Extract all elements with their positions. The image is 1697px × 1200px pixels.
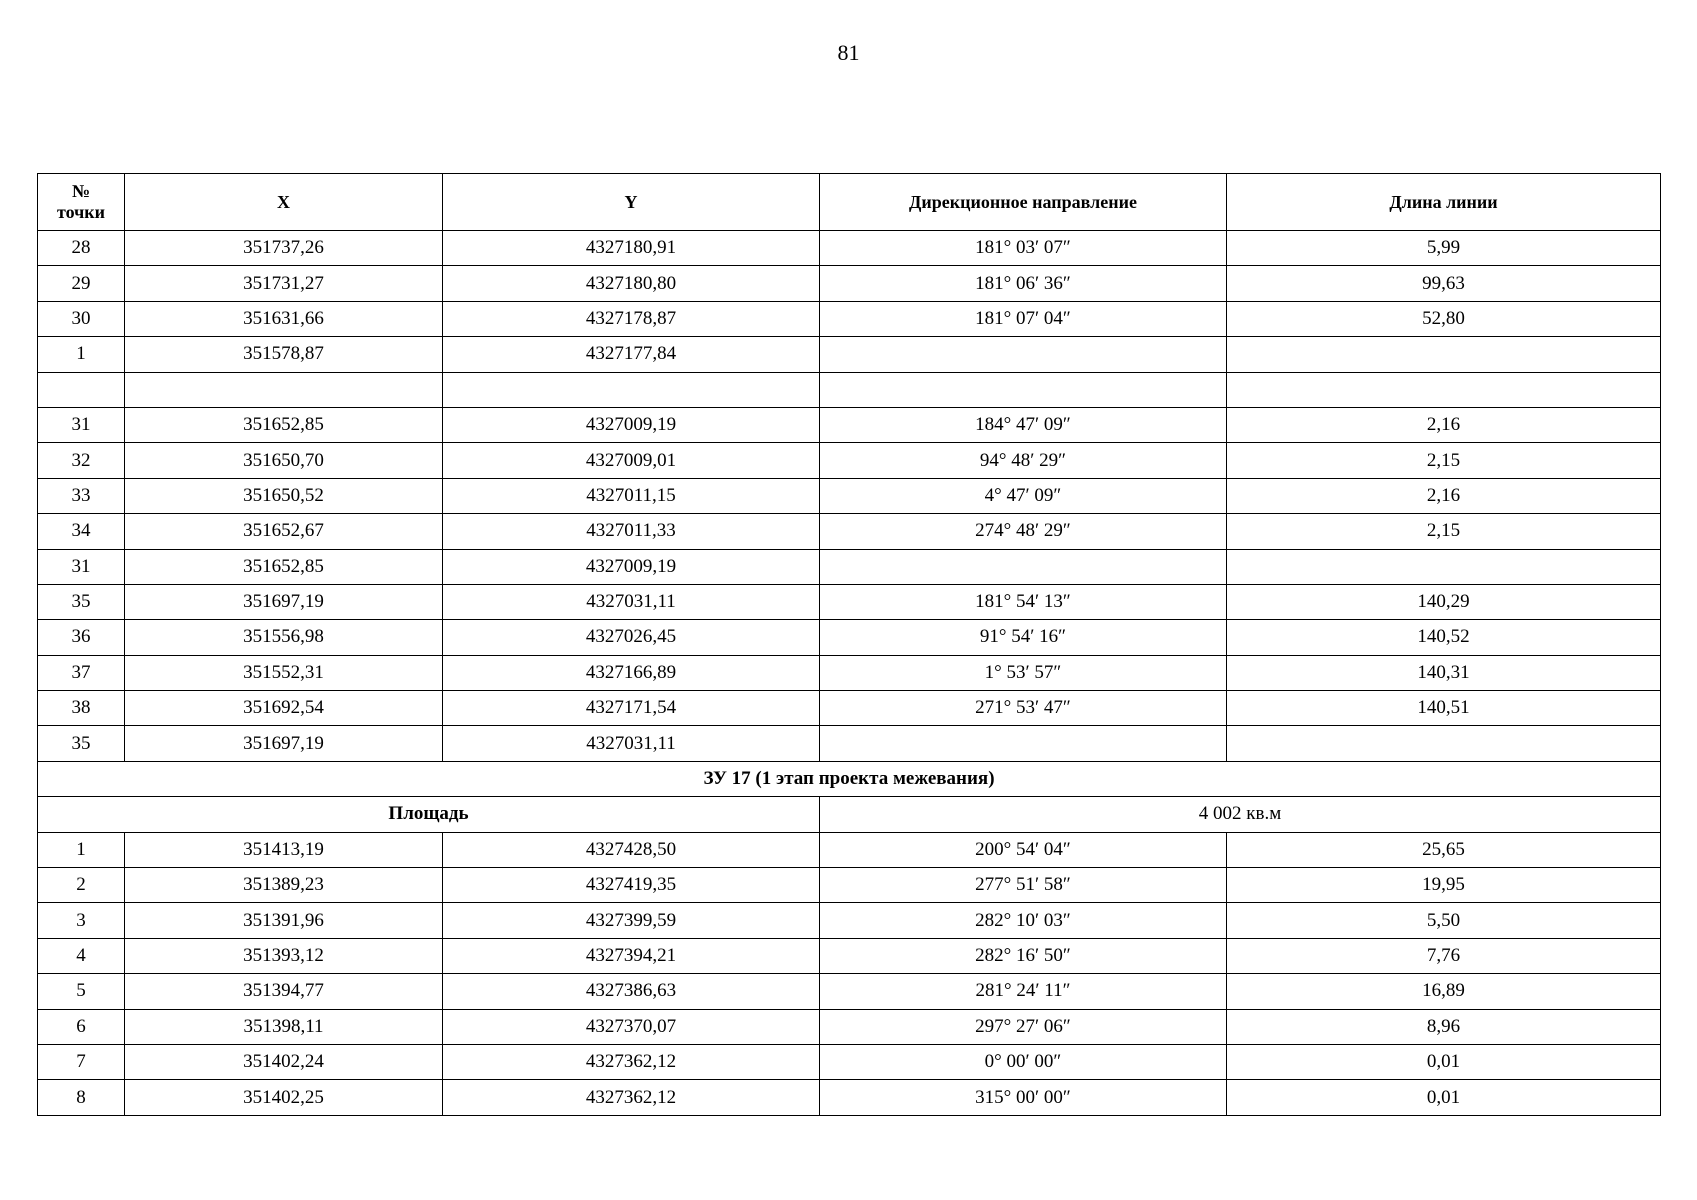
cell-x: 351389,23 (125, 868, 443, 903)
cell-y: 4327399,59 (443, 903, 820, 938)
table-row (38, 1009, 1661, 1044)
header-y: Y (443, 174, 820, 231)
header-length: Длина линии (1227, 174, 1661, 231)
cell-y: 4327011,33 (443, 514, 820, 549)
cell-point-number: 8 (38, 1080, 125, 1115)
cell-direction: 181° 07′ 04″ (820, 301, 1227, 336)
table-body-part2 (38, 832, 1661, 1115)
cell-direction: 181° 54′ 13″ (820, 584, 1227, 619)
cell-point-number: 37 (38, 655, 125, 690)
cell-point-number: 33 (38, 478, 125, 513)
header-point-number-line2: точки (56, 202, 106, 222)
cell-direction: 91° 54′ 16″ (820, 620, 1227, 655)
cell-point-number: 6 (38, 1009, 125, 1044)
cell-y: 4327171,54 (443, 691, 820, 726)
table-body-part1 (38, 231, 1661, 762)
table-row (38, 478, 1661, 513)
cell-point-number: 5 (38, 974, 125, 1009)
cell-length: 2,15 (1227, 443, 1661, 478)
cell-length: 140,31 (1227, 655, 1661, 690)
cell-direction: 4° 47′ 09″ (820, 478, 1227, 513)
cell-x: 351631,66 (125, 301, 443, 336)
table-row (38, 1080, 1661, 1115)
table-row (38, 337, 1661, 372)
cell-point-number (38, 372, 125, 407)
table-row (38, 301, 1661, 336)
cell-x: 351652,85 (125, 407, 443, 442)
cell-y: 4327386,63 (443, 974, 820, 1009)
cell-x: 351402,24 (125, 1044, 443, 1079)
cell-direction: 181° 03′ 07″ (820, 231, 1227, 266)
table-row (38, 726, 1661, 761)
cell-y: 4327428,50 (443, 832, 820, 867)
cell-x: 351394,77 (125, 974, 443, 1009)
cell-x: 351652,67 (125, 514, 443, 549)
cell-y: 4327031,11 (443, 726, 820, 761)
cell-x: 351556,98 (125, 620, 443, 655)
cell-direction: 271° 53′ 47″ (820, 691, 1227, 726)
cell-y: 4327362,12 (443, 1044, 820, 1079)
table-section-header (38, 761, 1661, 832)
cell-y (443, 372, 820, 407)
cell-y: 4327031,11 (443, 584, 820, 619)
cell-x: 351731,27 (125, 266, 443, 301)
cell-direction: 315° 00′ 00″ (820, 1080, 1227, 1115)
table-row (38, 974, 1661, 1009)
cell-y: 4327180,91 (443, 231, 820, 266)
cell-x: 351393,12 (125, 938, 443, 973)
coordinates-table (37, 173, 1661, 1116)
cell-x (125, 372, 443, 407)
area-label: Площадь (38, 797, 820, 832)
section-title-row (38, 761, 1661, 796)
cell-y: 4327362,12 (443, 1080, 820, 1115)
cell-direction: 277° 51′ 58″ (820, 868, 1227, 903)
cell-direction: 184° 47′ 09″ (820, 407, 1227, 442)
table-row (38, 584, 1661, 619)
cell-length: 2,16 (1227, 478, 1661, 513)
table-row (38, 407, 1661, 442)
cell-y: 4327009,19 (443, 549, 820, 584)
cell-direction (820, 549, 1227, 584)
section-title: ЗУ 17 (1 этап проекта межевания) (38, 761, 1661, 796)
cell-x: 351737,26 (125, 231, 443, 266)
cell-direction: 297° 27′ 06″ (820, 1009, 1227, 1044)
page-number: 81 (837, 40, 860, 65)
cell-direction: 1° 53′ 57″ (820, 655, 1227, 690)
cell-point-number: 35 (38, 726, 125, 761)
cell-point-number: 1 (38, 337, 125, 372)
table-row (38, 938, 1661, 973)
cell-point-number: 32 (38, 443, 125, 478)
cell-length: 19,95 (1227, 868, 1661, 903)
cell-direction: 0° 00′ 00″ (820, 1044, 1227, 1079)
cell-direction: 282° 10′ 03″ (820, 903, 1227, 938)
cell-y: 4327009,19 (443, 407, 820, 442)
cell-x: 351697,19 (125, 584, 443, 619)
cell-point-number: 4 (38, 938, 125, 973)
table-row (38, 903, 1661, 938)
cell-length: 0,01 (1227, 1044, 1661, 1079)
cell-y: 4327394,21 (443, 938, 820, 973)
cell-point-number: 28 (38, 231, 125, 266)
cell-length: 2,16 (1227, 407, 1661, 442)
cell-direction (820, 337, 1227, 372)
cell-x: 351402,25 (125, 1080, 443, 1115)
cell-length (1227, 549, 1661, 584)
cell-direction: 94° 48′ 29″ (820, 443, 1227, 478)
cell-length (1227, 337, 1661, 372)
table-row (38, 620, 1661, 655)
cell-y: 4327166,89 (443, 655, 820, 690)
table-row (38, 549, 1661, 584)
cell-point-number: 3 (38, 903, 125, 938)
cell-y: 4327009,01 (443, 443, 820, 478)
cell-length (1227, 372, 1661, 407)
cell-length: 8,96 (1227, 1009, 1661, 1044)
table-row (38, 832, 1661, 867)
area-row (38, 797, 1661, 832)
cell-direction: 274° 48′ 29″ (820, 514, 1227, 549)
table-row (38, 1044, 1661, 1079)
cell-length: 25,65 (1227, 832, 1661, 867)
cell-point-number: 35 (38, 584, 125, 619)
header-point-number (38, 174, 125, 231)
cell-x: 351650,70 (125, 443, 443, 478)
cell-y: 4327178,87 (443, 301, 820, 336)
cell-length: 140,51 (1227, 691, 1661, 726)
header-direction: Дирекционное направление (820, 174, 1227, 231)
table-row (38, 231, 1661, 266)
cell-point-number: 36 (38, 620, 125, 655)
cell-x: 351578,87 (125, 337, 443, 372)
table-row (38, 691, 1661, 726)
cell-point-number: 34 (38, 514, 125, 549)
table-row (38, 868, 1661, 903)
cell-length: 140,52 (1227, 620, 1661, 655)
cell-x: 351552,31 (125, 655, 443, 690)
table-row (38, 655, 1661, 690)
cell-length: 7,76 (1227, 938, 1661, 973)
cell-y: 4327011,15 (443, 478, 820, 513)
cell-direction: 200° 54′ 04″ (820, 832, 1227, 867)
cell-x: 351652,85 (125, 549, 443, 584)
cell-point-number: 2 (38, 868, 125, 903)
cell-x: 351391,96 (125, 903, 443, 938)
cell-x: 351692,54 (125, 691, 443, 726)
cell-y: 4327370,07 (443, 1009, 820, 1044)
table-row (38, 266, 1661, 301)
cell-length: 5,99 (1227, 231, 1661, 266)
table-row (38, 514, 1661, 549)
cell-x: 351650,52 (125, 478, 443, 513)
cell-y: 4327180,80 (443, 266, 820, 301)
area-value: 4 002 кв.м (820, 797, 1661, 832)
cell-point-number: 29 (38, 266, 125, 301)
table-header-row (38, 174, 1661, 231)
header-x: X (125, 174, 443, 231)
cell-direction: 181° 06′ 36″ (820, 266, 1227, 301)
cell-length: 0,01 (1227, 1080, 1661, 1115)
cell-point-number: 1 (38, 832, 125, 867)
cell-direction: 282° 16′ 50″ (820, 938, 1227, 973)
cell-length: 99,63 (1227, 266, 1661, 301)
cell-length: 52,80 (1227, 301, 1661, 336)
cell-point-number: 7 (38, 1044, 125, 1079)
cell-y: 4327177,84 (443, 337, 820, 372)
header-point-number-line1: № (71, 181, 91, 201)
cell-x: 351413,19 (125, 832, 443, 867)
cell-point-number: 31 (38, 549, 125, 584)
table-row (38, 443, 1661, 478)
cell-y: 4327026,45 (443, 620, 820, 655)
table-row (38, 372, 1661, 407)
cell-direction (820, 372, 1227, 407)
cell-length: 140,29 (1227, 584, 1661, 619)
cell-y: 4327419,35 (443, 868, 820, 903)
cell-length: 16,89 (1227, 974, 1661, 1009)
cell-point-number: 38 (38, 691, 125, 726)
cell-x: 351398,11 (125, 1009, 443, 1044)
cell-length: 2,15 (1227, 514, 1661, 549)
cell-direction (820, 726, 1227, 761)
cell-length: 5,50 (1227, 903, 1661, 938)
cell-point-number: 30 (38, 301, 125, 336)
cell-x: 351697,19 (125, 726, 443, 761)
cell-point-number: 31 (38, 407, 125, 442)
cell-length (1227, 726, 1661, 761)
cell-direction: 281° 24′ 11″ (820, 974, 1227, 1009)
